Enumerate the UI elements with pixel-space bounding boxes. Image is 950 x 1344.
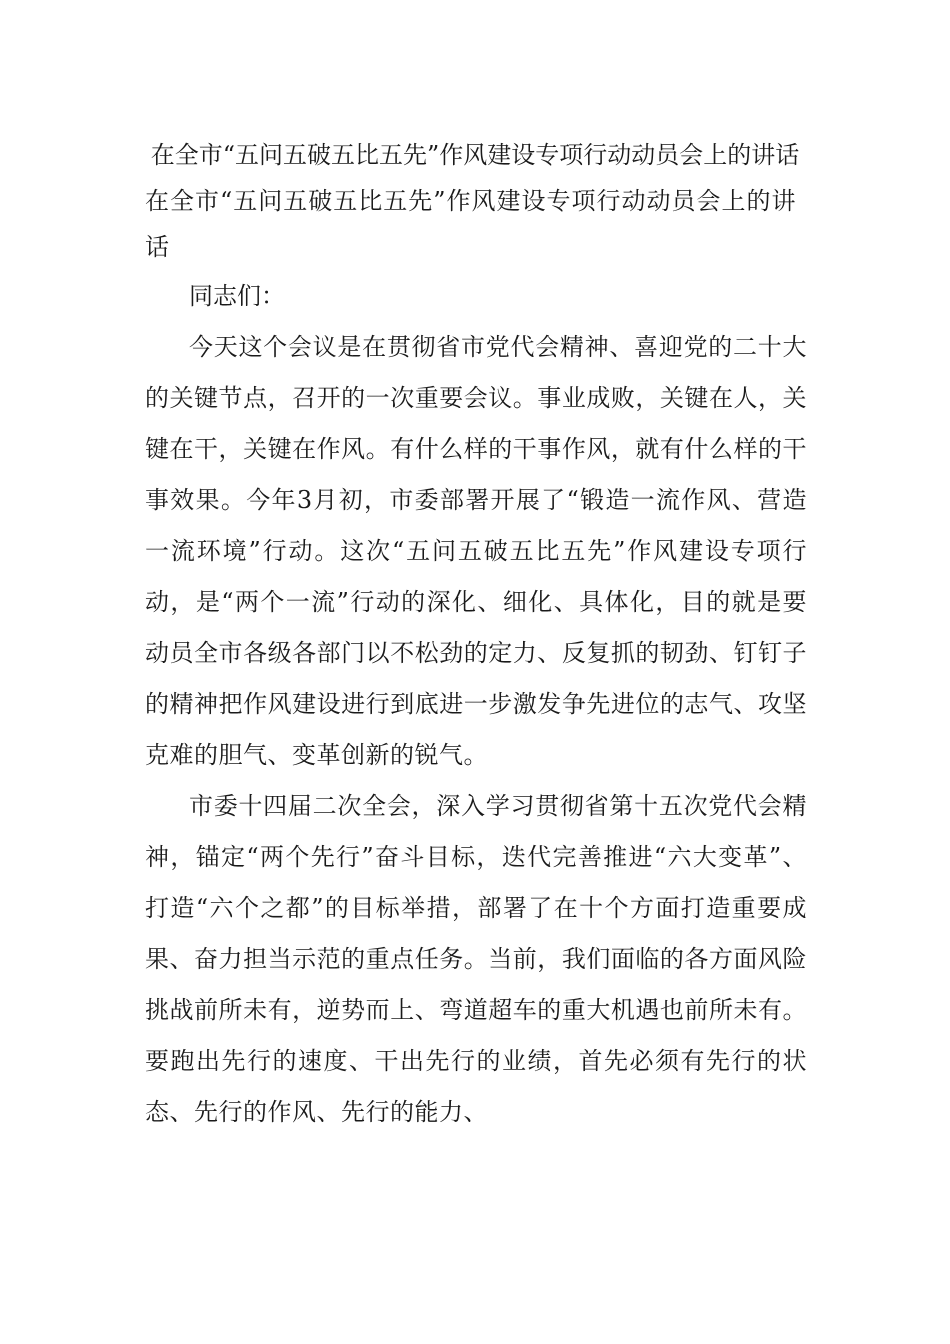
paragraph-1: 今天这个会议是在贯彻省市党代会精神、喜迎党的二十大的关键节点，召开的一次重要会议。事业成败，关键在人，关键在干，关键在作风。有什么样的干事作风，就有什么样的干事效果。今年3月初，市委部署开展了“锻造一流作风、营造一流环境”行动。这次“五问五破五比五先”作风建设专项行动，是“两个一流”行动的深化、细化、具体化，目的就是要动员全市各级各部门以不松劲的定力、反复抓的韧劲、钉钉子的精神把作风建设进行到底进一步激发争先进位的志气、攻坚克难的胆气、变革创新的锐气。 (145, 333, 807, 769)
salutation: 同志们： (189, 282, 285, 310)
document-page (145, 132, 807, 1138)
document-subtitle: 在全市“五问五破五比五先”作风建设专项行动动员会上的讲话 (145, 187, 797, 261)
paragraph-2: 市委十四届二次全会，深入学习贯彻省第十五次党代会精神，锚定“两个先行”奋斗目标，迭代完善推进“六大变革”、打造“六个之都”的目标举措，部署了在十个方面打造重要成果、奋力担当示范的重点任务。当前，我们面临的各方面风险挑战前所未有，逆势而上、弯道超车的重大机遇也前所未有。要跑出先行的速度、干出先行的业绩，首先必须有先行的状态、先行的作风、先行的能力、 (145, 792, 807, 1126)
document-title: 在全市“五问五破五比五先”作风建设专项行动动员会上的讲话 (150, 141, 800, 169)
